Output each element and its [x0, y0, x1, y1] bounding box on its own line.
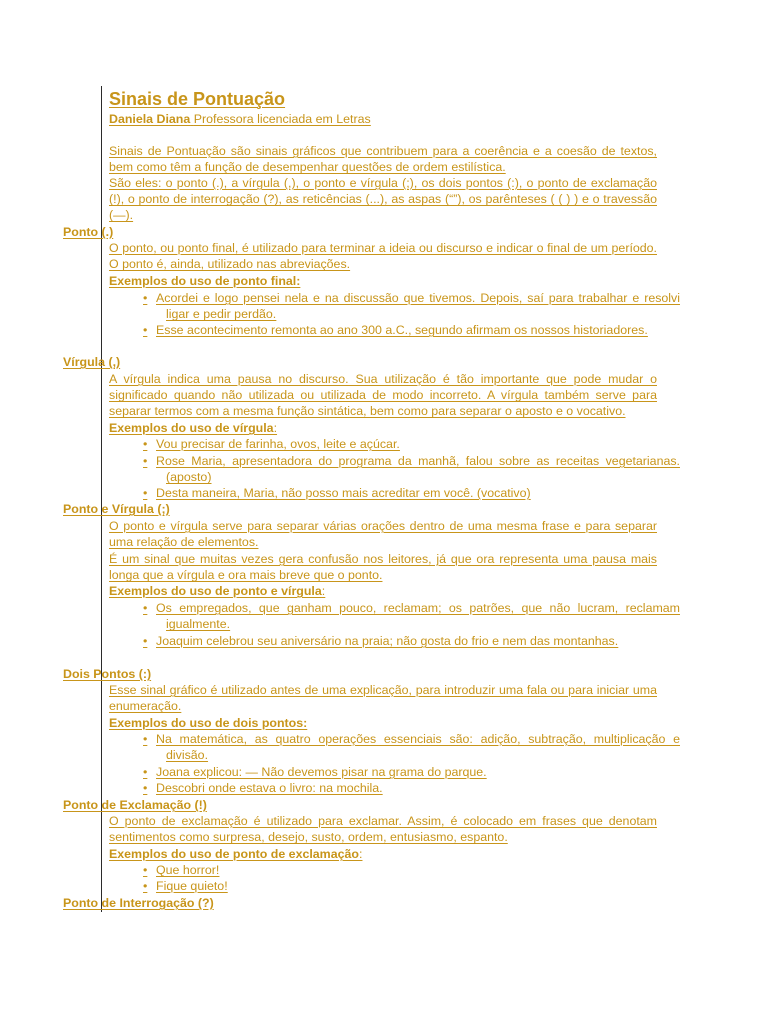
ponto-virgula-example-item: • Os empregados, que ganham pouco, reclamam; os patrões, que não lucram, reclamam igualmente.: [143, 601, 680, 632]
virgula-example-item: • Vou precisar de farinha, ovos, leite e açúcar.: [143, 437, 400, 451]
intro-paragraph-1: Sinais de Pontuação são sinais gráficos que contribuem para a coerência e a coesão de textos, bem como têm a função de desempenhar questões de ordem estilística.: [109, 144, 657, 175]
ponto-virgula-paragraph-2: É um sinal que muitas vezes gera confusão nos leitores, já que ora representa uma pausa mais longa que a vírgula e ora mais breve que o ponto.: [109, 552, 657, 583]
ponto-virgula-paragraph-1: O ponto e vírgula serve para separar várias orações dentro de uma mesma frase e para separar uma relação de elementos.: [109, 519, 657, 550]
author-line: [109, 111, 657, 127]
heading-exclamacao: Ponto de Exclamação (!): [63, 798, 207, 812]
bullet-icon: •: [143, 781, 148, 795]
bullet-icon: •: [143, 863, 148, 877]
ponto-example-item: • Esse acontecimento remonta ao ano 300 a.C., segundo afirmam os nossos historiadores.: [143, 323, 648, 337]
virgula-examples-label: Exemplos do uso de vírgula:: [109, 421, 278, 435]
virgula-example-item: • Desta maneira, Maria, não posso mais acreditar em você. (vocativo): [143, 486, 531, 500]
exclamacao-paragraph: O ponto de exclamação é utilizado para exclamar. Assim, é colocado em frases que denotam sentimentos como surpresa, desejo, susto, ordem, entusiasmo, espanto.: [109, 814, 657, 845]
dois-pontos-examples-label: Exemplos do uso de dois pontos:: [109, 716, 308, 730]
page-title: Sinais de Pontuação: [109, 89, 286, 109]
intro-paragraph-2: São eles: o ponto (.), a vírgula (,), o ponto e vírgula (;), os dois pontos (:), o ponto de exclamação (!), o ponto de interrogação (?), as reticências (...), as aspas (“”), os parênteses ( ( ) ) e o travessão (—).: [109, 176, 657, 223]
bullet-icon: •: [143, 291, 148, 305]
heading-dois-pontos: Dois Pontos (:): [63, 667, 152, 681]
margin-rule-line: [101, 86, 102, 912]
dois-pontos-example-item: • Joana explicou: — Não devemos pisar na grama do parque.: [143, 765, 487, 779]
bullet-icon: •: [143, 601, 148, 615]
ponto-examples-label: Exemplos do uso de ponto final:: [109, 274, 301, 288]
bullet-icon: •: [143, 634, 148, 648]
heading-virgula: Vírgula (,): [63, 355, 121, 369]
heading-interrogacao: Ponto de Interrogação (?): [63, 896, 214, 910]
ponto-paragraph: O ponto, ou ponto final, é utilizado para terminar a ideia ou discurso e indicar o final de um período. O ponto é, ainda, utilizado nas abreviações.: [109, 241, 657, 272]
dois-pontos-paragraph: Esse sinal gráfico é utilizado antes de uma explicação, para introduzir uma fala ou para iniciar uma enumeração.: [109, 683, 657, 714]
ponto-example-item: • Acordei e logo pensei nela e na discussão que tivemos. Depois, saí para trabalhar e resolvi ligar e pedir perdão.: [143, 291, 680, 322]
bullet-icon: •: [143, 879, 148, 893]
dois-pontos-example-item: • Descobri onde estava o livro: na mochila.: [143, 781, 383, 795]
exclamacao-example-item: • Fique quieto!: [143, 879, 228, 893]
ponto-virgula-example-item: • Joaquim celebrou seu aniversário na praia; não gosta do frio e nem das montanhas.: [143, 634, 619, 648]
bullet-icon: •: [143, 486, 148, 500]
bullet-icon: •: [143, 765, 148, 779]
bullet-icon: •: [143, 454, 148, 468]
bullet-icon: •: [143, 437, 148, 451]
virgula-example-item: • Rose Maria, apresentadora do programa da manhã, falou sobre as receitas vegetarianas. (aposto): [143, 454, 680, 485]
author-name: Daniela Diana: [109, 112, 191, 126]
virgula-paragraph: A vírgula indica uma pausa no discurso. Sua utilização é tão importante que pode mudar o significado quando não utilizada ou utilizada de modo incorreto. A vírgula também serve para separar termos com a mesma função sintática, bem como para separar o aposto e o vocativo.: [109, 372, 657, 419]
bullet-icon: •: [143, 732, 148, 746]
bullet-icon: •: [143, 323, 148, 337]
author-role: Professora licenciada em Letras: [193, 112, 371, 126]
heading-ponto-e-virgula: Ponto e Vírgula (;): [63, 502, 170, 516]
heading-ponto: Ponto (.): [63, 225, 114, 239]
exclamacao-examples-label: Exemplos do uso de ponto de exclamação:: [109, 847, 363, 861]
exclamacao-example-item: • Que horror!: [143, 863, 220, 877]
ponto-virgula-examples-label: Exemplos do uso de ponto e vírgula:: [109, 584, 326, 598]
dois-pontos-example-item: • Na matemática, as quatro operações essenciais são: adição, subtração, multiplicação e divisão.: [143, 732, 680, 763]
